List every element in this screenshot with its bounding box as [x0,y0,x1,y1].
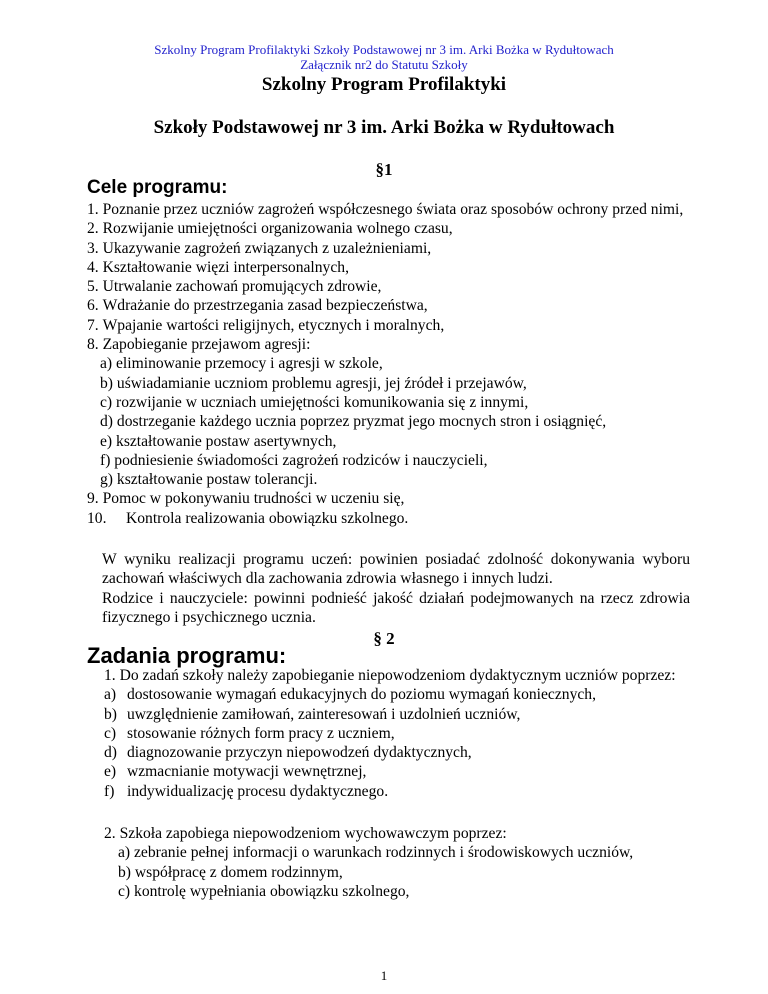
sublist-text: eliminowanie przemocy i agresji w szkole, [116,355,383,373]
sublist [104,843,692,901]
sublist-item [104,724,692,743]
list-number: 10. [87,509,126,527]
sublist-letter: f) [100,451,115,469]
list-item [104,666,692,685]
list-item [87,335,695,354]
sublist-item [104,743,692,762]
section-2-heading: Zadania programu: [87,643,287,668]
list-number: 8. [87,336,103,354]
list-item [104,824,692,843]
list-text: Ukazywanie zagrożeń związanych z uzależnieniami, [102,239,432,257]
page-number: 1 [380,968,388,983]
sublist-item [100,432,695,451]
list-number: 9. [87,490,103,508]
goals-list [87,200,695,528]
sublist-letter: c) [104,724,121,742]
list-item [87,316,695,335]
sublist-letter: a) [118,844,135,862]
sublist-text: kształtowanie postaw asertywnych, [116,432,337,450]
sublist-text: rozwijanie w uczniach umiejętności komunikowania się z innymi, [116,393,529,411]
document-subtitle: Szkoły Podstawowej nr 3 im. Arki Bożka w Rydułtowach [153,117,615,138]
paragraph-student: W wyniku realizacji programu uczeń: powinien posiadać zdolność dokonywania wyboru zachowań właściwych dla zachowania zdrowia własnego i innych ludzi. [102,551,690,588]
sublist-text: kształtowanie postaw tolerancji. [116,471,318,489]
tasks-list-2 [104,824,692,901]
list-text: Zapobieganie przejawom agresji: [102,336,311,354]
sublist-text: zebranie pełnej informacji o warunkach rodzinnych i środowiskowych uczniów, [134,844,634,862]
sublist-letter: d) [100,413,117,431]
sublist-text: indywidualizację procesu dydaktycznego. [127,782,389,800]
list-number: 6. [87,297,103,315]
list-text: Kontrola realizowania obowiązku szkolnego. [125,509,409,527]
sublist-letter: a) [100,355,117,373]
sublist-letter: d) [104,744,121,762]
sublist-text: kontrolę wypełniania obowiązku szkolnego, [134,882,410,900]
list-item [87,277,695,296]
sublist-letter: a) [104,686,121,704]
list-text: Wpajanie wartości religijnych, etycznych i moralnych, [102,316,445,334]
sublist-letter: f) [104,782,119,800]
section-1-mark: §1 [375,160,393,179]
list-number: 7. [87,316,103,334]
sublist-item [100,412,695,431]
sublist-text: uwzględnienie zamiłowań, zainteresowań i uzdolnień uczniów, [127,705,521,723]
running-header-line-2: Załącznik nr2 do Statutu Szkoły [300,57,468,72]
sublist-letter: c) [118,882,135,900]
sublist-letter: g) [100,471,117,489]
list-text: Pomoc w pokonywaniu trudności w uczeniu się, [102,490,405,508]
list-number: 1. [104,667,120,684]
list-text: Szkoła zapobiega niepowodzeniom wychowawczym poprzez: [119,825,507,842]
list-number: 3. [87,239,103,257]
list-item [87,200,695,219]
list-text: Rozwijanie umiejętności organizowania wolnego czasu, [102,220,453,238]
sublist-text: wzmacnianie motywacji wewnętrznej, [127,763,367,781]
sublist-letter: e) [104,763,121,781]
sublist-text: uświadamianie uczniom problemu agresji, jej źródeł i przejawów, [116,374,527,392]
section-1-heading: Cele programu: [87,177,228,198]
sublist-item [100,470,695,489]
list-item [87,296,695,315]
sublist-item [100,393,695,412]
list-number: 1. [87,201,103,218]
sublist [104,685,692,801]
list-text: Poznanie przez uczniów zagrożeń współczesnego świata oraz sposobów ochrony przed nimi, [102,201,684,218]
list-text: Kształtowanie więzi interpersonalnych, [102,258,349,276]
tasks-list-1 [104,666,692,801]
sublist-text: podniesienie świadomości zagrożeń rodziców i nauczycieli, [114,451,488,469]
sublist-text: diagnozowanie przyczyn niepowodzeń dydaktycznych, [127,744,472,762]
list-text: Utrwalanie zachowań promujących zdrowie, [102,278,382,296]
sublist-item [118,863,692,882]
sublist [87,354,695,489]
list-item [87,219,695,238]
list-item [87,489,695,508]
document-title: Szkolny Program Profilaktyki [261,74,507,95]
list-number: 4. [87,258,103,276]
list-number: 2. [87,220,103,238]
sublist-text: dostosowanie wymagań edukacyjnych do poziomu wymagań koniecznych, [127,686,596,704]
running-header-line-1: Szkolny Program Profilaktyki Szkoły Podstawowej nr 3 im. Arki Bożka w Rydułtowach [154,42,614,57]
list-item [87,509,695,528]
sublist-item [100,354,695,373]
sublist-item [104,705,692,724]
sublist-text: współpracę z domem rodzinnym, [134,863,343,881]
sublist-item [100,374,695,393]
sublist-text: stosowanie różnych form pracy z uczniem, [127,724,395,742]
sublist-letter: b) [104,705,121,723]
paragraph-parents: Rodzice i nauczyciele: powinni podnieść jakość działań podejmowanych na rzecz zdrowia fizycznego i psychicznego ucznia. [102,590,690,627]
list-text: Do zadań szkoły należy zapobieganie niepowodzeniom dydaktycznym uczniów poprzez: [119,667,676,684]
sublist-item [118,843,692,862]
sublist-item [100,451,695,470]
sublist-item [104,782,692,801]
list-item [87,258,695,277]
list-text: Wdrażanie do przestrzegania zasad bezpieczeństwa, [102,297,428,315]
list-number: 2. [104,825,120,842]
sublist-item [104,685,692,704]
sublist-item [104,762,692,781]
section-2-mark: § 2 [373,629,395,648]
sublist-letter: b) [118,863,135,881]
sublist-item [118,882,692,901]
sublist-letter: e) [100,432,117,450]
list-item [87,239,695,258]
sublist-letter: b) [100,374,117,392]
sublist-text: dostrzeganie każdego ucznia poprzez pryzmat jego mocnych stron i osiągnięć, [116,413,607,431]
list-number: 5. [87,278,103,296]
sublist-letter: c) [100,393,117,411]
